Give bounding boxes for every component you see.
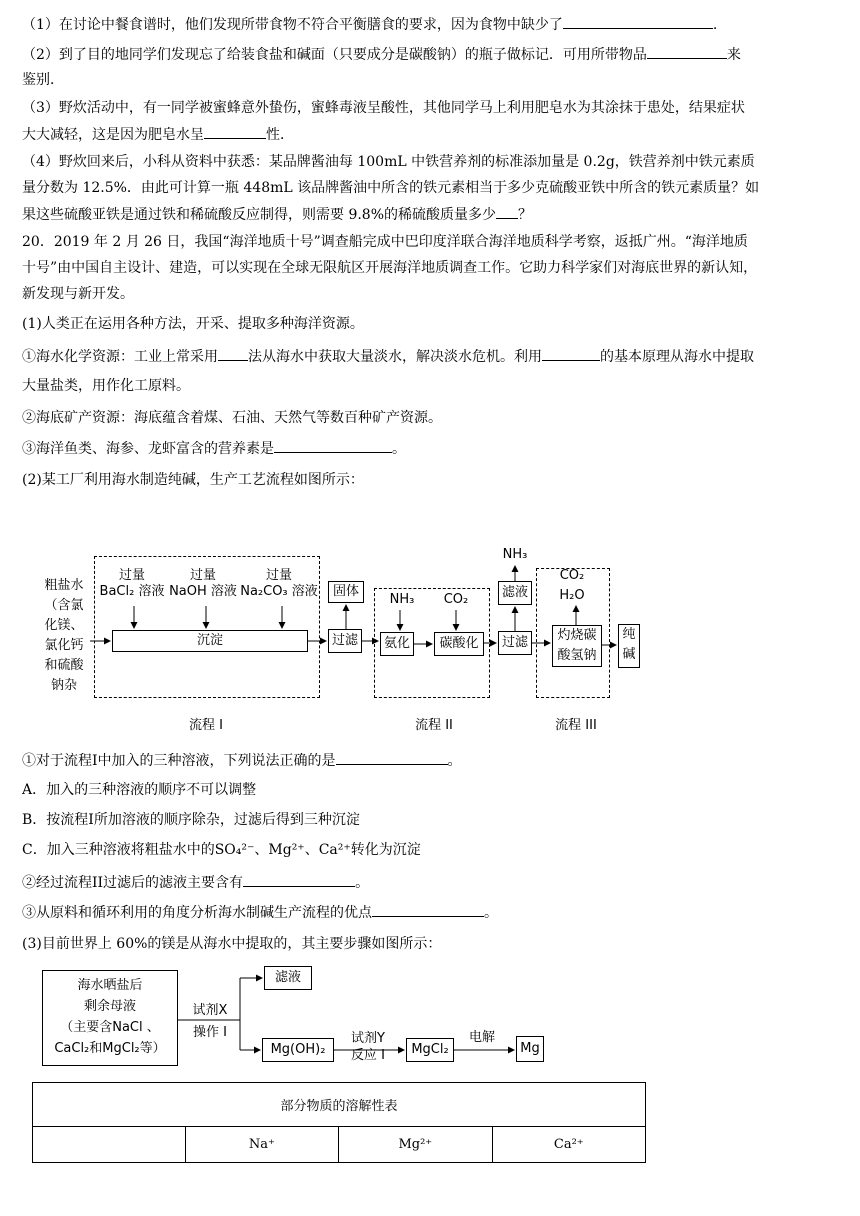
- part-2-item-c: ③从原料和循环利用的角度分析海水制碱生产流程的优点 。: [22, 902, 842, 923]
- table-header-cell: [33, 1127, 186, 1163]
- solubility-table: [32, 1082, 646, 1163]
- stage-2-label: 流程 II: [415, 718, 453, 733]
- part-1-item-b: ②海底矿产资源：海底蕴含着煤、石油、天然气等数百种矿产资源。: [22, 410, 442, 426]
- reagent-na2co3: 过量 Na₂CO₃ 溶液: [240, 568, 318, 599]
- carbonation-box: 碳酸化: [434, 632, 484, 656]
- part-2-heading: (2)某工厂利用海水制造纯碱，生产工艺流程如图所示：: [22, 472, 364, 488]
- part-2-item-b: ②经过流程II过滤后的滤液主要含有 。: [22, 872, 842, 893]
- part-1-item-c: ③海洋鱼类、海参、龙虾富含的营养素是 。: [22, 438, 842, 459]
- filter-box-1: 过滤: [328, 629, 362, 653]
- option-a: A．加入的三种溶液的顺序不可以调整: [22, 782, 257, 798]
- reagent-bacl2: 过量 BaCl₂ 溶液: [99, 568, 165, 599]
- question-2: （2）到了目的地同学们发现忘了给装食盐和碱面（只要成分是碳酸钠）的瓶子做标记．可用所带物品 来: [22, 44, 842, 65]
- question-20-cont2: 新发现与新开发。: [22, 286, 134, 302]
- table-header-cell: Mg²⁺: [339, 1127, 492, 1163]
- question-2-cont: 鉴别．: [22, 72, 64, 88]
- part-1-heading: (1)人类正在运用各种方法，开采、提取多种海洋资源。: [22, 316, 364, 332]
- part-3-heading: (3)目前世界上 60%的镁是从海水中提取的，其主要步骤如图所示：: [22, 936, 442, 952]
- question-1: （1）在讨论中餐食谱时，他们发现所带食物不符合平衡膳食的要求，因为食物中缺少了 .: [22, 14, 842, 35]
- precipitation-box: 沉淀: [112, 630, 308, 652]
- co2-output: CO₂: [559, 568, 585, 583]
- co2-input: CO₂: [443, 592, 469, 607]
- part-2-item-a: ①对于流程I中加入的三种溶液，下列说法正确的是 。: [22, 750, 842, 771]
- mgcl2-box: MgCl₂: [406, 1038, 454, 1062]
- table-header-cell: Na⁺: [185, 1127, 338, 1163]
- stage-3-label: 流程 III: [555, 718, 597, 733]
- ammoniation-box: 氨化: [380, 632, 414, 656]
- question-4-cont2: 果这些硫酸亚铁是通过铁和稀硫酸反应制得，则需要 9.8%的稀硫酸质量多少 ？: [22, 204, 842, 225]
- reagent-x-label: 试剂X 操作 I: [192, 1003, 228, 1040]
- reagent-naoh: 过量 NaOH 溶液: [169, 568, 237, 599]
- question-4: （4）野炊回来后，小科从资料中获悉：某品牌酱油每 100mL 中铁营养剂的标准添加量是 0.2g，铁营养剂中铁元素质: [22, 154, 755, 170]
- raw-brine-label: 粗盐水 （含氯 化镁、 氯化钙 和硫酸 钠杂: [44, 578, 84, 693]
- mg-box: Mg: [516, 1036, 544, 1062]
- table-title: 部分物质的溶解性表: [33, 1083, 646, 1127]
- electrolysis-label: 电解: [468, 1030, 495, 1045]
- mother-liquor-box: 海水晒盐后 剩余母液 （主要含NaCl 、 CaCl₂和MgCl₂等）: [42, 970, 178, 1066]
- h2o-output: H₂O: [559, 588, 585, 603]
- solid-box: 固体: [328, 581, 364, 603]
- filtrate-box: 滤液: [498, 581, 532, 605]
- calcination-box: 灼烧碳 酸氢钠: [552, 625, 602, 667]
- soda-ash-box: 纯 碱: [618, 624, 640, 668]
- table-header-row: [33, 1127, 646, 1163]
- question-3-cont: 大大减轻，这是因为肥皂水呈 性．: [22, 124, 842, 145]
- filtrate-box-2: 滤液: [264, 966, 312, 990]
- question-3: （3）野炊活动中，有一同学被蜜蜂意外蛰伤，蜜蜂毒液呈酸性，其他同学马上利用肥皂水为其涂抹于患处，结果症状: [22, 100, 745, 116]
- nh3-output: NH₃: [502, 547, 528, 562]
- question-20-cont1: 十号”由中国自主设计、建造，可以实现在全球无限航区开展海洋地质调查工作。它助力科学家们对海底世界的新认知，: [22, 260, 758, 276]
- table-header-cell: Ca²⁺: [492, 1127, 645, 1163]
- option-b: B．按流程I所加溶液的顺序除杂，过滤后得到三种沉淀: [22, 812, 360, 828]
- part-1-item-a: ①海水化学资源：工业上常采用 法从海水中获取大量淡水，解决淡水危机。利用 的基本原理从海水中提取: [22, 346, 842, 367]
- reagent-y-label: 试剂Y 反应 I: [351, 1031, 385, 1063]
- question-20: 20．2019 年 2 月 26 日，我国“海洋地质十号”调查船完成中巴印度洋联合海洋地质科学考察，返抵广州。“海洋地质: [22, 234, 748, 250]
- nh3-input: NH₃: [389, 592, 415, 607]
- mg-oh-2-box: Mg(OH)₂: [262, 1038, 334, 1062]
- question-4-cont1: 量分数为 12.5%．由此可计算一瓶 448mL 该品牌酱油中所含的铁元素相当于多少克硫酸亚铁中所含的铁元素质量？如: [22, 180, 760, 196]
- stage-1-label: 流程 I: [189, 718, 223, 733]
- part-1-item-a-cont: 大量盐类，用作化工原料。: [22, 378, 190, 394]
- option-c: C．加入三种溶液将粗盐水中的SO₄²⁻、Mg²⁺、Ca²⁺转化为沉淀: [22, 842, 421, 858]
- filter-box-2: 过滤: [498, 631, 532, 655]
